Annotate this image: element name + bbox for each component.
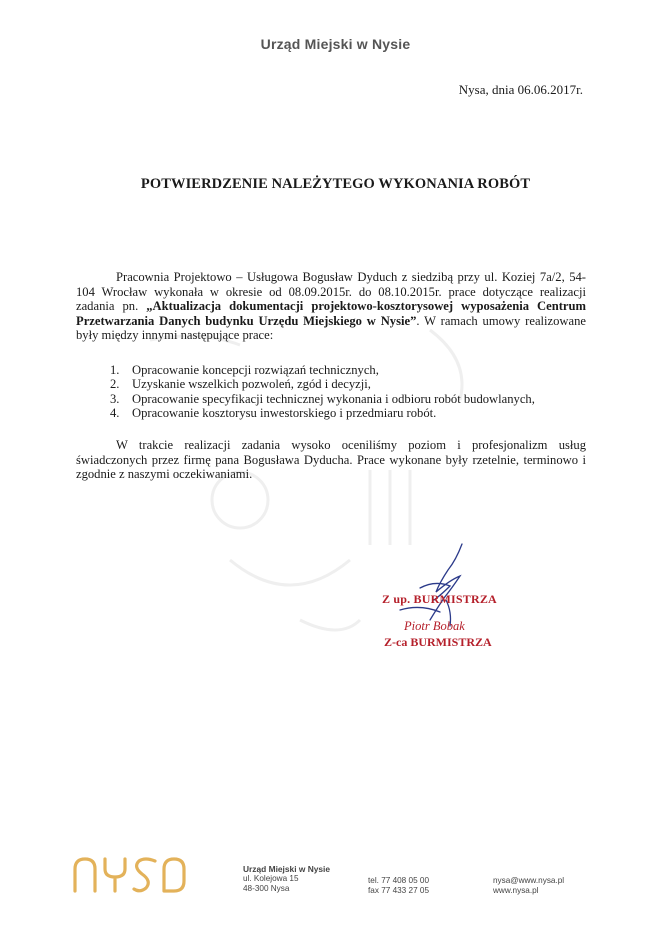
list-item <box>110 392 590 406</box>
footer-fax: fax 77 433 27 05 <box>368 886 430 895</box>
list-item-number: 2. <box>110 377 120 392</box>
work-items-list <box>110 363 590 421</box>
paragraph-intro <box>76 270 586 343</box>
footer-email[interactable]: nysa@www.nysa.pl <box>493 876 565 885</box>
paragraph-intro-after: . W ramach umowy realizowane były między innymi następujące prace: <box>76 313 586 343</box>
footer-street: ul. Kolejowa 15 <box>243 874 299 883</box>
footer-contact <box>493 876 564 896</box>
stamp-signatory-name: Piotr Bobak <box>404 619 465 633</box>
footer-city: 48-300 Nysa <box>243 884 290 893</box>
task-name: „Aktualizacja dokumentacji projektowo-kosztorysowej wyposażenia Centrum Przetwarzania Danych budynku Urzędu Miejskiego w Nysie” <box>76 299 586 328</box>
footer-website[interactable]: www.nysa.pl <box>493 886 539 895</box>
list-item-number: 4. <box>110 406 120 421</box>
list-item <box>110 406 590 420</box>
list-item-number: 3. <box>110 391 120 406</box>
paragraph-evaluation: W trakcie realizacji zadania wysoko oceniliśmy poziom i profesjonalizm usług świadczonych przez firmę pana Bogusława Dyducha. Prace wykonane były rzetelnie, terminowo i zgodnie z naszymi oczekiwaniami. <box>76 438 586 482</box>
nysa-logo-icon <box>72 855 202 895</box>
footer-phones <box>368 876 429 896</box>
paragraph-intro-text: Pracownia Projektowo – Usługowa Bogusław Dyduch z siedzibą przy ul. Koziej 7a/2, 54-104 Wrocław wykonała w okresie od 08.09.2015r. do 08.10.2015r. prace dotyczące realizacji zadania pn. <box>76 270 586 314</box>
stamp-line-3: Z-ca BURMISTRZA <box>384 635 492 649</box>
header-institution: Urząd Miejski w Nysie <box>260 36 411 52</box>
footer-tel: tel. 77 408 05 00 <box>368 876 430 885</box>
footer-institution-name: Urząd Miejski w Nysie <box>243 864 331 874</box>
list-item-text: Uzyskanie wszelkich pozwoleń, zgód i decyzji, <box>132 377 371 392</box>
date-line: Nysa, dnia 06.06.2017r. <box>458 82 583 97</box>
list-item-text: Opracowanie koncepcji rozwiązań technicznych, <box>132 363 379 377</box>
stamp-line-1: Z up. BURMISTRZA <box>382 592 497 606</box>
list-item <box>110 377 590 391</box>
document-title: POTWIERDZENIE NALEŻYTEGO WYKONANIA ROBÓT <box>140 176 531 192</box>
list-item-text: Opracowanie kosztorysu inwestorskiego i przedmiaru robót. <box>132 406 437 421</box>
footer-address <box>243 864 330 894</box>
list-item <box>110 363 590 377</box>
official-stamp <box>372 592 512 662</box>
list-item-number: 1. <box>110 363 120 377</box>
list-item-text: Opracowanie specyfikacji technicznej wykonania i odbioru robót budowlanych, <box>132 391 535 406</box>
